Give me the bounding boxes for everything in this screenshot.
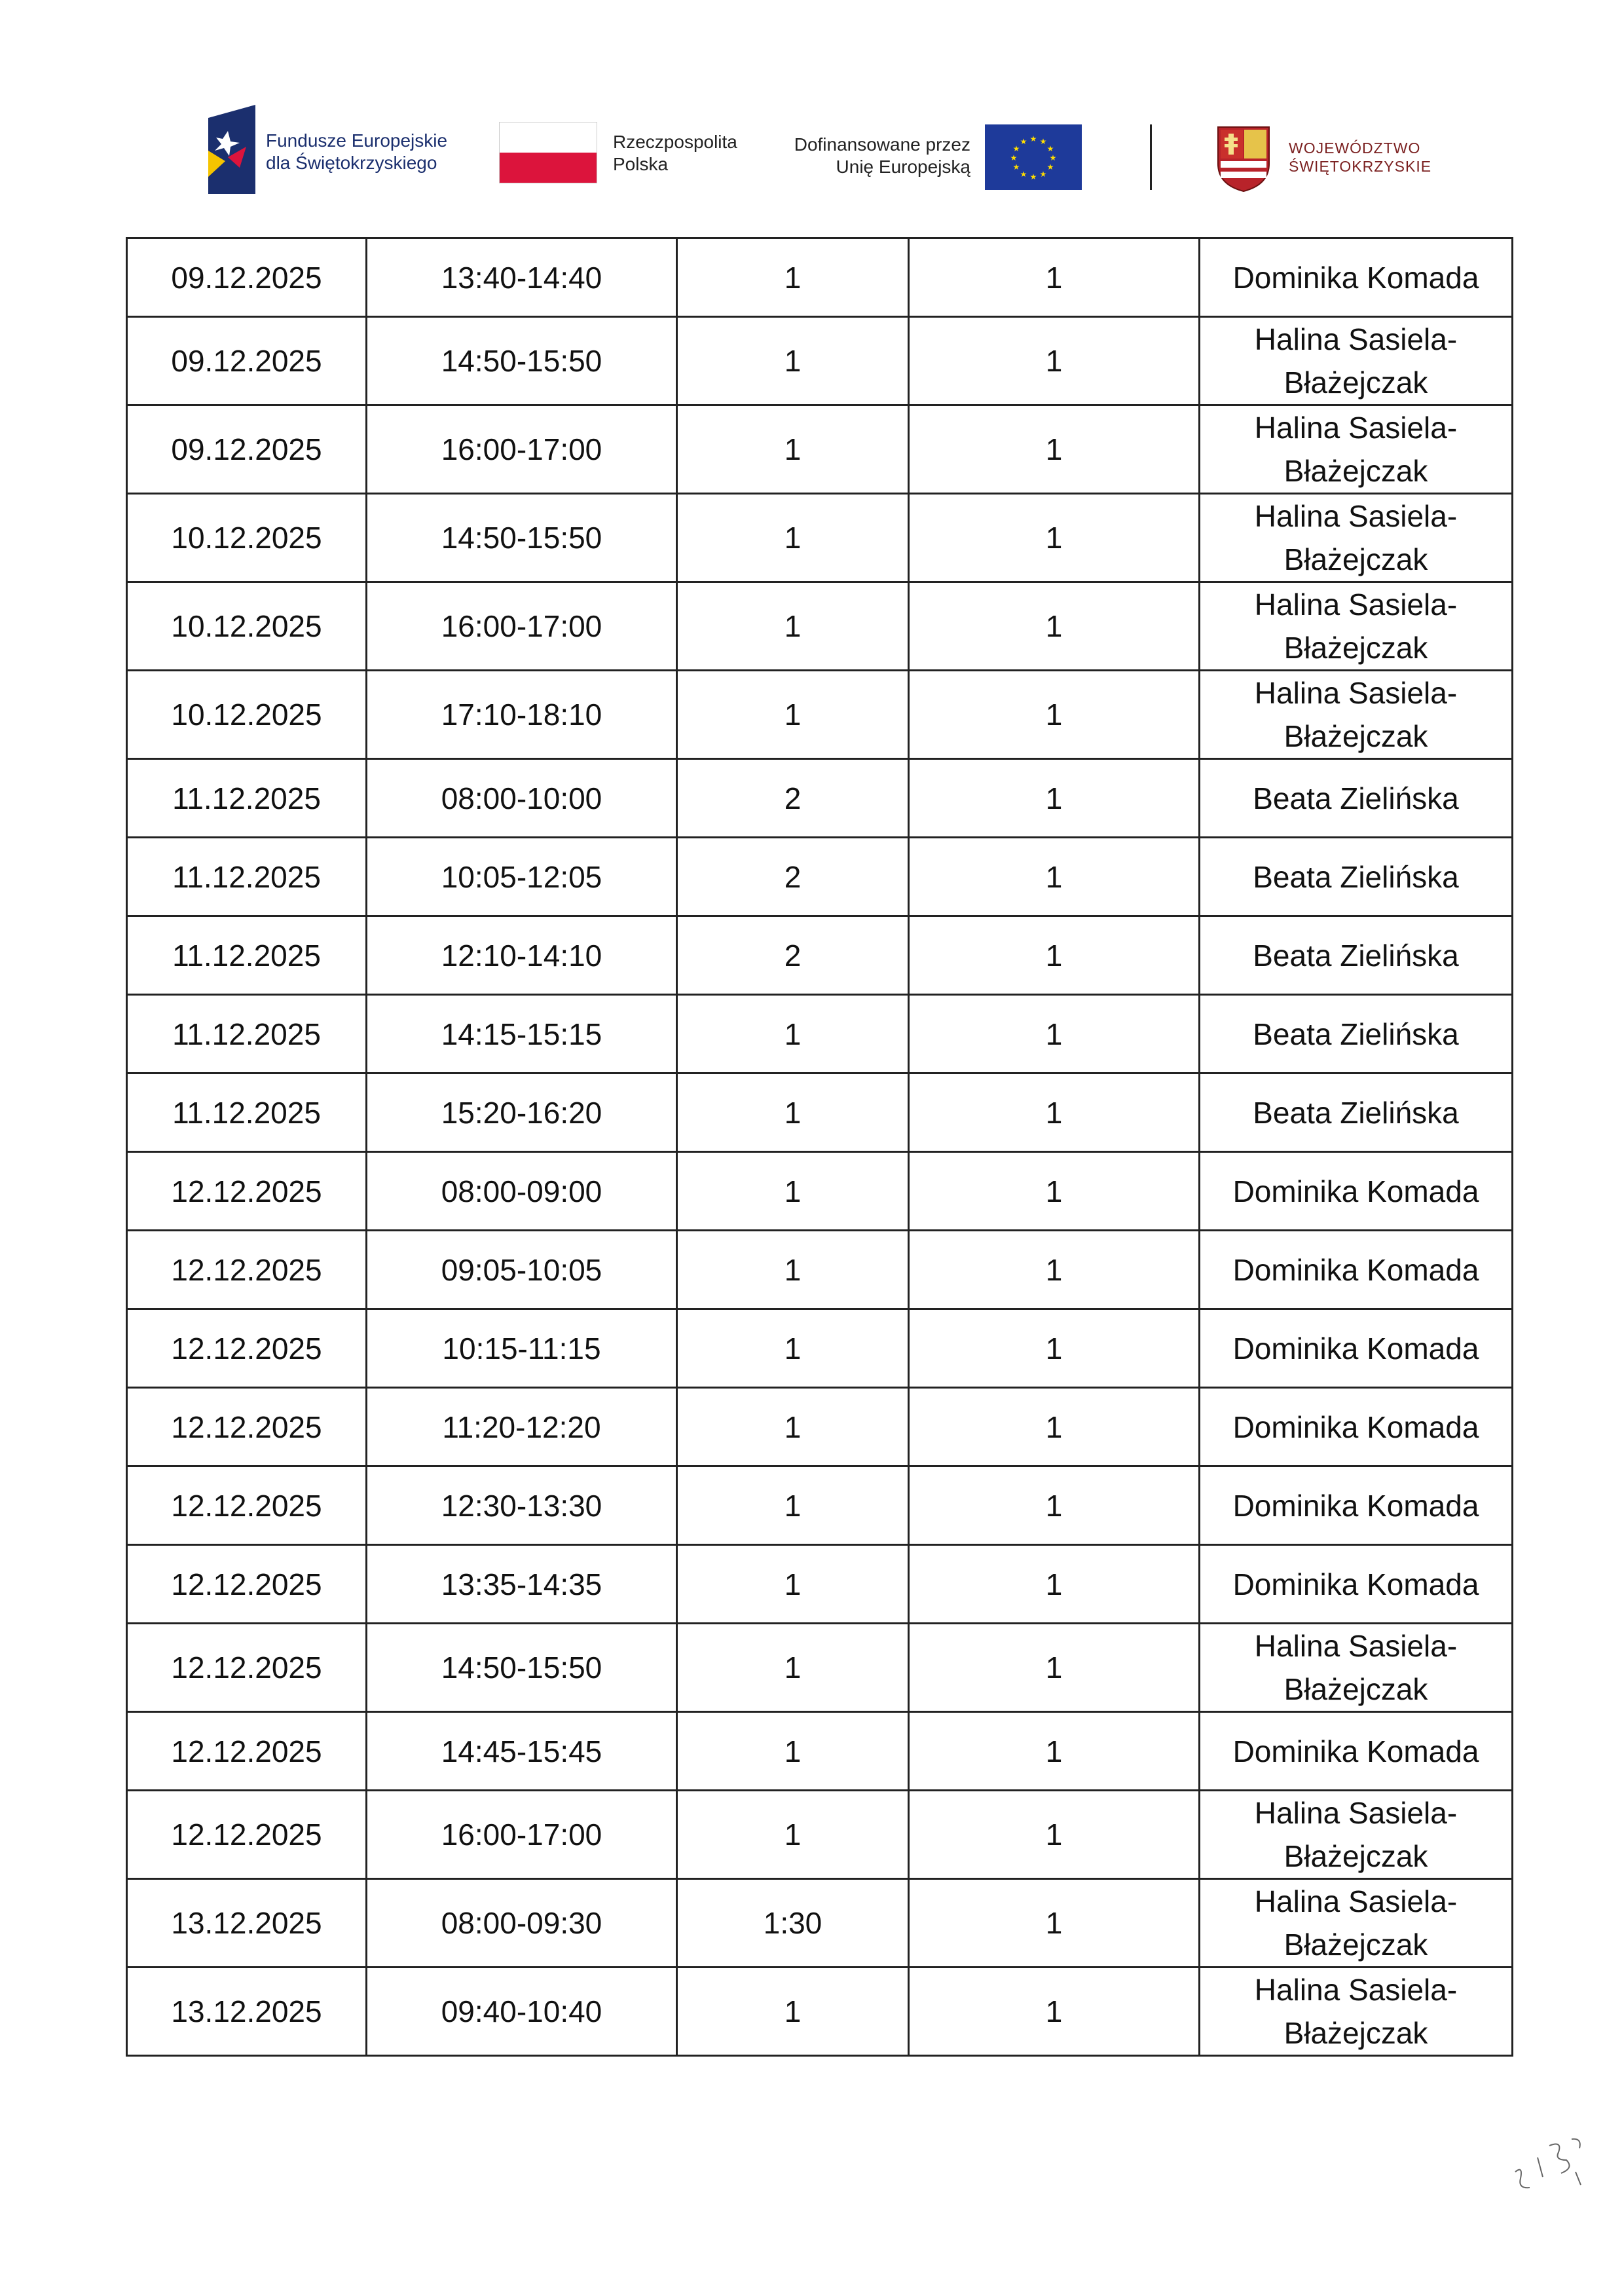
trainer-cell <box>1200 1309 1513 1388</box>
table-row <box>127 494 1513 582</box>
trainer-name-line: Halina Sasiela- <box>1254 1884 1458 1918</box>
hours-cell: 1 <box>677 1466 909 1545</box>
table-row <box>127 1968 1513 2056</box>
svg-text:★: ★ <box>1020 137 1027 146</box>
group-cell: 1 <box>909 1791 1200 1879</box>
time-cell: 09:40-10:40 <box>367 1968 677 2056</box>
table-row <box>127 1879 1513 1968</box>
hours-cell: 1 <box>677 1712 909 1791</box>
table-row <box>127 995 1513 1073</box>
ws-line-2: ŚWIĘTOKRZYSKIE <box>1289 158 1432 175</box>
table-row <box>127 671 1513 759</box>
table-row <box>127 1231 1513 1309</box>
group-cell: 1 <box>909 838 1200 916</box>
hours-cell: 2 <box>677 759 909 838</box>
svg-text:★: ★ <box>1012 144 1020 153</box>
fundusze-europejskie-logo <box>208 105 255 194</box>
time-cell: 14:45-15:45 <box>367 1712 677 1791</box>
date-cell: 10.12.2025 <box>127 494 367 582</box>
trainer-cell <box>1200 1231 1513 1309</box>
table-row <box>127 1791 1513 1879</box>
trainer-cell <box>1200 1545 1513 1624</box>
trainer-name-line: Halina Sasiela- <box>1254 588 1458 622</box>
date-cell: 12.12.2025 <box>127 1624 367 1712</box>
trainer-cell <box>1200 494 1513 582</box>
trainer-cell <box>1200 1712 1513 1791</box>
time-cell: 16:00-17:00 <box>367 405 677 494</box>
time-cell: 14:50-15:50 <box>367 494 677 582</box>
group-cell: 1 <box>909 671 1200 759</box>
polish-flag-icon <box>499 122 597 183</box>
rzeczpospolita-polska-text <box>613 131 737 176</box>
time-cell: 10:05-12:05 <box>367 838 677 916</box>
time-cell: 08:00-10:00 <box>367 759 677 838</box>
trainer-name-line: Błażejczak <box>1283 1928 1428 1962</box>
table-row <box>127 1152 1513 1231</box>
trainer-cell <box>1200 1968 1513 2056</box>
svg-text:★: ★ <box>1020 170 1027 179</box>
time-cell: 09:05-10:05 <box>367 1231 677 1309</box>
trainer-name-line: Halina Sasiela- <box>1254 411 1458 445</box>
trainer-name-line: Błażejczak <box>1283 1839 1428 1873</box>
table-row <box>127 1466 1513 1545</box>
logo-bar <box>0 105 1624 196</box>
time-cell: 14:50-15:50 <box>367 317 677 405</box>
group-cell: 1 <box>909 1712 1200 1791</box>
trainer-name-line: Dominika Komada <box>1232 260 1479 295</box>
schedule-table <box>126 237 1513 2057</box>
hours-cell: 1 <box>677 1791 909 1879</box>
date-cell: 12.12.2025 <box>127 1231 367 1309</box>
time-cell: 08:00-09:00 <box>367 1152 677 1231</box>
trainer-name-line: Beata Zielińska <box>1253 938 1459 973</box>
table-row <box>127 1309 1513 1388</box>
hours-cell: 1 <box>677 494 909 582</box>
group-cell: 1 <box>909 1309 1200 1388</box>
group-cell: 1 <box>909 1879 1200 1968</box>
hours-cell: 1 <box>677 1968 909 2056</box>
group-cell: 1 <box>909 405 1200 494</box>
pl-line-2: Polska <box>613 154 669 174</box>
fundusze-europejskie-text <box>266 130 447 174</box>
trainer-cell <box>1200 1879 1513 1968</box>
trainer-name-line: Beata Zielińska <box>1253 1017 1459 1051</box>
group-cell: 1 <box>909 1231 1200 1309</box>
trainer-name-line: Błażejczak <box>1283 454 1428 488</box>
time-cell: 11:20-12:20 <box>367 1388 677 1466</box>
date-cell: 10.12.2025 <box>127 671 367 759</box>
trainer-cell <box>1200 1152 1513 1231</box>
trainer-cell <box>1200 1791 1513 1879</box>
table-row <box>127 1624 1513 1712</box>
table-row <box>127 582 1513 671</box>
trainer-name-line: Halina Sasiela- <box>1254 1629 1458 1663</box>
time-cell: 13:35-14:35 <box>367 1545 677 1624</box>
date-cell: 11.12.2025 <box>127 995 367 1073</box>
group-cell: 1 <box>909 1968 1200 2056</box>
time-cell: 14:50-15:50 <box>367 1624 677 1712</box>
trainer-cell <box>1200 1624 1513 1712</box>
hours-cell: 1 <box>677 238 909 317</box>
group-cell: 1 <box>909 1152 1200 1231</box>
svg-text:★: ★ <box>1029 172 1037 181</box>
hours-cell: 1 <box>677 582 909 671</box>
trainer-name-line: Beata Zielińska <box>1253 1095 1459 1130</box>
svg-text:★: ★ <box>1039 137 1047 146</box>
trainer-cell <box>1200 995 1513 1073</box>
eu-line-1: Dofinansowane przez <box>794 134 970 155</box>
date-cell: 10.12.2025 <box>127 582 367 671</box>
trainer-name-line: Błażejczak <box>1283 2016 1428 2050</box>
group-cell: 1 <box>909 1466 1200 1545</box>
trainer-cell <box>1200 671 1513 759</box>
trainer-name-line: Dominika Komada <box>1232 1488 1479 1523</box>
trainer-name-line: Halina Sasiela- <box>1254 676 1458 710</box>
time-cell: 15:20-16:20 <box>367 1073 677 1152</box>
date-cell: 09.12.2025 <box>127 405 367 494</box>
wojewodztwo-text <box>1289 139 1431 176</box>
table-row <box>127 838 1513 916</box>
trainer-name-line: Błażejczak <box>1283 365 1428 400</box>
handwritten-page-number <box>1504 2126 1595 2198</box>
logo-divider <box>1150 124 1152 190</box>
trainer-name-line: Błażejczak <box>1283 719 1428 753</box>
time-cell: 16:00-17:00 <box>367 582 677 671</box>
trainer-cell <box>1200 1073 1513 1152</box>
trainer-cell <box>1200 916 1513 995</box>
schedule-body <box>127 238 1513 2056</box>
date-cell: 11.12.2025 <box>127 1073 367 1152</box>
trainer-name-line: Halina Sasiela- <box>1254 322 1458 356</box>
group-cell: 1 <box>909 238 1200 317</box>
trainer-cell <box>1200 759 1513 838</box>
hours-cell: 2 <box>677 916 909 995</box>
trainer-name-line: Dominika Komada <box>1232 1331 1479 1366</box>
svg-text:★: ★ <box>1012 162 1020 172</box>
hours-cell: 1 <box>677 1073 909 1152</box>
date-cell: 13.12.2025 <box>127 1968 367 2056</box>
table-row <box>127 916 1513 995</box>
hours-cell: 1 <box>677 405 909 494</box>
trainer-cell <box>1200 582 1513 671</box>
date-cell: 12.12.2025 <box>127 1545 367 1624</box>
table-row <box>127 759 1513 838</box>
table-row <box>127 1388 1513 1466</box>
trainer-name-line: Błażejczak <box>1283 542 1428 576</box>
svg-text:★: ★ <box>1029 134 1037 143</box>
date-cell: 13.12.2025 <box>127 1879 367 1968</box>
eu-cofunded-text <box>781 134 970 178</box>
hours-cell: 1 <box>677 1388 909 1466</box>
hours-cell: 1 <box>677 1152 909 1231</box>
date-cell: 12.12.2025 <box>127 1309 367 1388</box>
date-cell: 11.12.2025 <box>127 759 367 838</box>
hours-cell: 1:30 <box>677 1879 909 1968</box>
table-row <box>127 238 1513 317</box>
date-cell: 11.12.2025 <box>127 916 367 995</box>
group-cell: 1 <box>909 1624 1200 1712</box>
trainer-name-line: Dominika Komada <box>1232 1734 1479 1768</box>
trainer-cell <box>1200 405 1513 494</box>
group-cell: 1 <box>909 1545 1200 1624</box>
svg-text:★: ★ <box>1010 153 1018 162</box>
hours-cell: 1 <box>677 1545 909 1624</box>
hours-cell: 1 <box>677 1624 909 1712</box>
eu-flag-icon <box>985 124 1082 190</box>
trainer-cell <box>1200 238 1513 317</box>
date-cell: 12.12.2025 <box>127 1466 367 1545</box>
group-cell: 1 <box>909 995 1200 1073</box>
time-cell: 12:10-14:10 <box>367 916 677 995</box>
date-cell: 12.12.2025 <box>127 1152 367 1231</box>
group-cell: 1 <box>909 916 1200 995</box>
trainer-name-line: Halina Sasiela- <box>1254 499 1458 533</box>
group-cell: 1 <box>909 582 1200 671</box>
fe-line-1: Fundusze Europejskie <box>266 130 448 151</box>
group-cell: 1 <box>909 1388 1200 1466</box>
trainer-name-line: Dominika Komada <box>1232 1409 1479 1444</box>
trainer-name-line: Błażejczak <box>1283 631 1428 665</box>
time-cell: 12:30-13:30 <box>367 1466 677 1545</box>
trainer-cell <box>1200 317 1513 405</box>
trainer-cell <box>1200 1388 1513 1466</box>
fe-line-2: dla Świętokrzyskiego <box>266 153 437 173</box>
date-cell: 09.12.2025 <box>127 317 367 405</box>
group-cell: 1 <box>909 494 1200 582</box>
time-cell: 13:40-14:40 <box>367 238 677 317</box>
trainer-name-line: Beata Zielińska <box>1253 859 1459 894</box>
svg-text:★: ★ <box>1039 170 1047 179</box>
hours-cell: 2 <box>677 838 909 916</box>
time-cell: 10:15-11:15 <box>367 1309 677 1388</box>
date-cell: 12.12.2025 <box>127 1712 367 1791</box>
date-cell: 12.12.2025 <box>127 1791 367 1879</box>
date-cell: 09.12.2025 <box>127 238 367 317</box>
trainer-name-line: Dominika Komada <box>1232 1252 1479 1287</box>
time-cell: 08:00-09:30 <box>367 1879 677 1968</box>
hours-cell: 1 <box>677 317 909 405</box>
table-row <box>127 1545 1513 1624</box>
time-cell: 16:00-17:00 <box>367 1791 677 1879</box>
svg-text:★: ★ <box>1046 144 1054 153</box>
trainer-cell <box>1200 838 1513 916</box>
hours-cell: 1 <box>677 1231 909 1309</box>
svg-text:★: ★ <box>1049 153 1057 162</box>
trainer-name-line: Błażejczak <box>1283 1672 1428 1706</box>
hours-cell: 1 <box>677 995 909 1073</box>
date-cell: 11.12.2025 <box>127 838 367 916</box>
table-row <box>127 1073 1513 1152</box>
swietokrzyskie-crest-icon <box>1215 124 1272 193</box>
eu-line-2: Unię Europejską <box>836 157 970 177</box>
group-cell: 1 <box>909 317 1200 405</box>
date-cell: 12.12.2025 <box>127 1388 367 1466</box>
hours-cell: 1 <box>677 1309 909 1388</box>
trainer-cell <box>1200 1466 1513 1545</box>
ws-line-1: WOJEWÓDZTWO <box>1289 140 1421 157</box>
table-row <box>127 317 1513 405</box>
table-row <box>127 1712 1513 1791</box>
time-cell: 14:15-15:15 <box>367 995 677 1073</box>
table-row <box>127 405 1513 494</box>
trainer-name-line: Halina Sasiela- <box>1254 1796 1458 1830</box>
group-cell: 1 <box>909 1073 1200 1152</box>
trainer-name-line: Beata Zielińska <box>1253 781 1459 815</box>
trainer-name-line: Halina Sasiela- <box>1254 1973 1458 2007</box>
hours-cell: 1 <box>677 671 909 759</box>
trainer-name-line: Dominika Komada <box>1232 1174 1479 1208</box>
group-cell: 1 <box>909 759 1200 838</box>
trainer-name-line: Dominika Komada <box>1232 1567 1479 1601</box>
svg-text:★: ★ <box>1046 162 1054 172</box>
time-cell: 17:10-18:10 <box>367 671 677 759</box>
pl-line-1: Rzeczpospolita <box>613 132 737 152</box>
